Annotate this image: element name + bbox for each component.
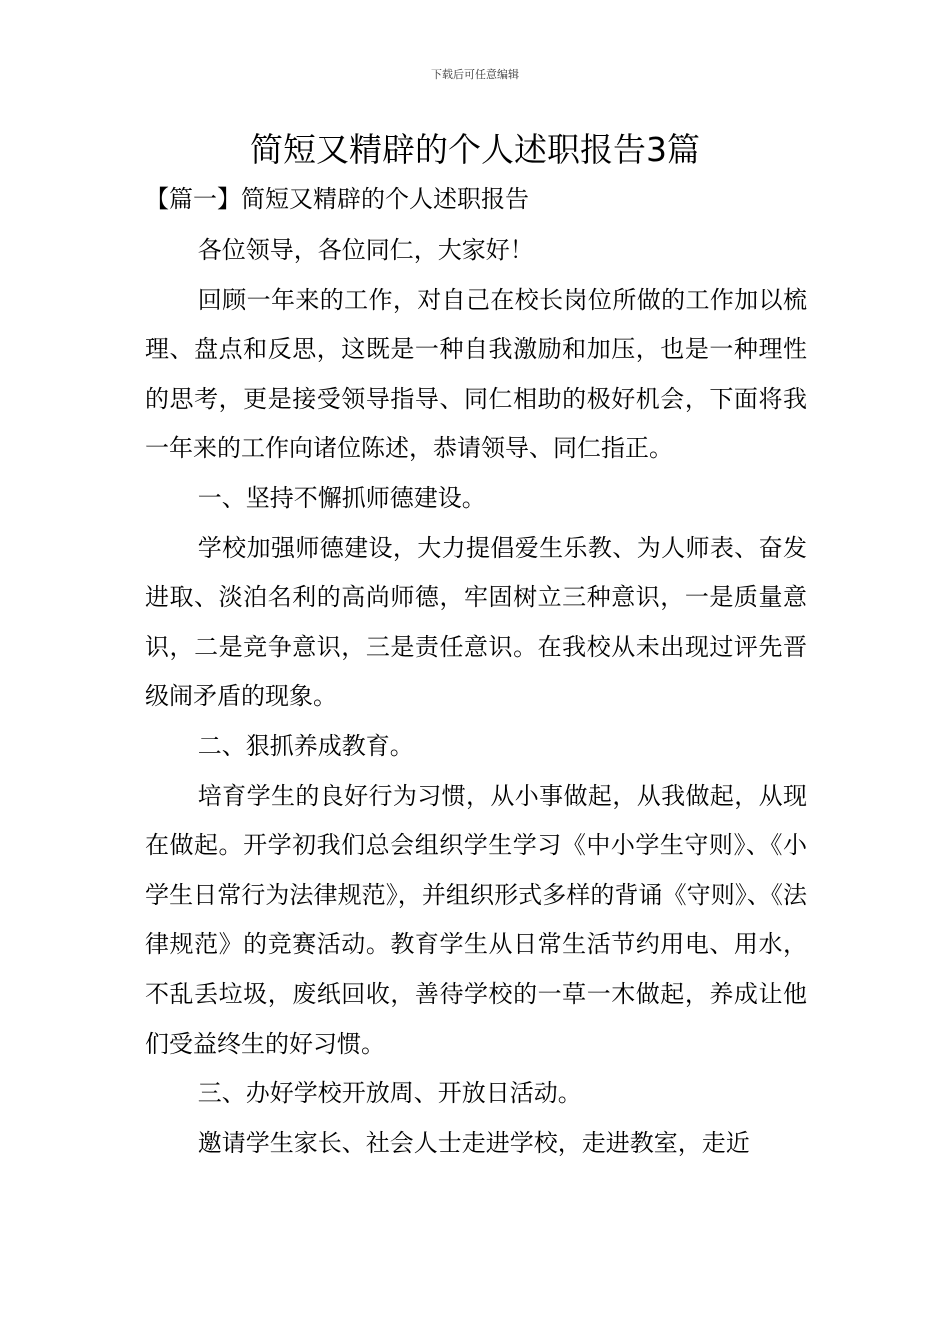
point-two-heading: 二、狠抓养成教育。: [197, 731, 414, 760]
document-title: 简短又精辟的个人述职报告3篇: [250, 130, 700, 169]
document-body: [145, 226, 807, 1168]
point-one-heading: 一、坚持不懈抓师德建设。: [197, 483, 486, 512]
page-header-note: 下载后可任意编辑: [431, 68, 519, 81]
greeting-paragraph: 各位领导，各位同仁，大家好！: [197, 236, 534, 264]
intro-paragraph: 回顾一年来的工作，对自己在校长岗位所做的工作加以梳理、盘点和反思，这既是一种自我激励和加压，也是一种理性的思考，更是接受领导指导、同仁相助的极好机会，下面将我一年来的工作向诸位陈述，恭请领导、同仁指正。: [145, 285, 807, 463]
point-three-paragraph: 邀请学生家长、社会人士走进学校，走进教室，走近: [197, 1128, 750, 1157]
point-two-paragraph: 培育学生的良好行为习惯，从小事做起，从我做起，从现在做起。开学初我们总会组织学生学习《中小学生守则》、《小学生日常行为法律规范》，并组织形式多样的背诵《守则》、《法律规范》的竞赛活动。教育学生从日常生活节约用电、用水，不乱丢垃圾，废纸回收，善待学校的一草一木做起，养成让他们受益终生的好习惯。: [145, 781, 807, 1058]
point-one-paragraph: 学校加强师德建设，大力提倡爱生乐教、为人师表、奋发进取、淡泊名利的高尚师德，牢固树立三种意识，一是质量意识，二是竞争意识，三是责任意识。在我校从未出现过评先晋级闹矛盾的现象。: [145, 533, 807, 711]
point-three-heading: 三、办好学校开放周、开放日活动。: [197, 1079, 582, 1108]
section-heading: 【篇一】简短又精辟的个人述职报告: [145, 185, 529, 213]
